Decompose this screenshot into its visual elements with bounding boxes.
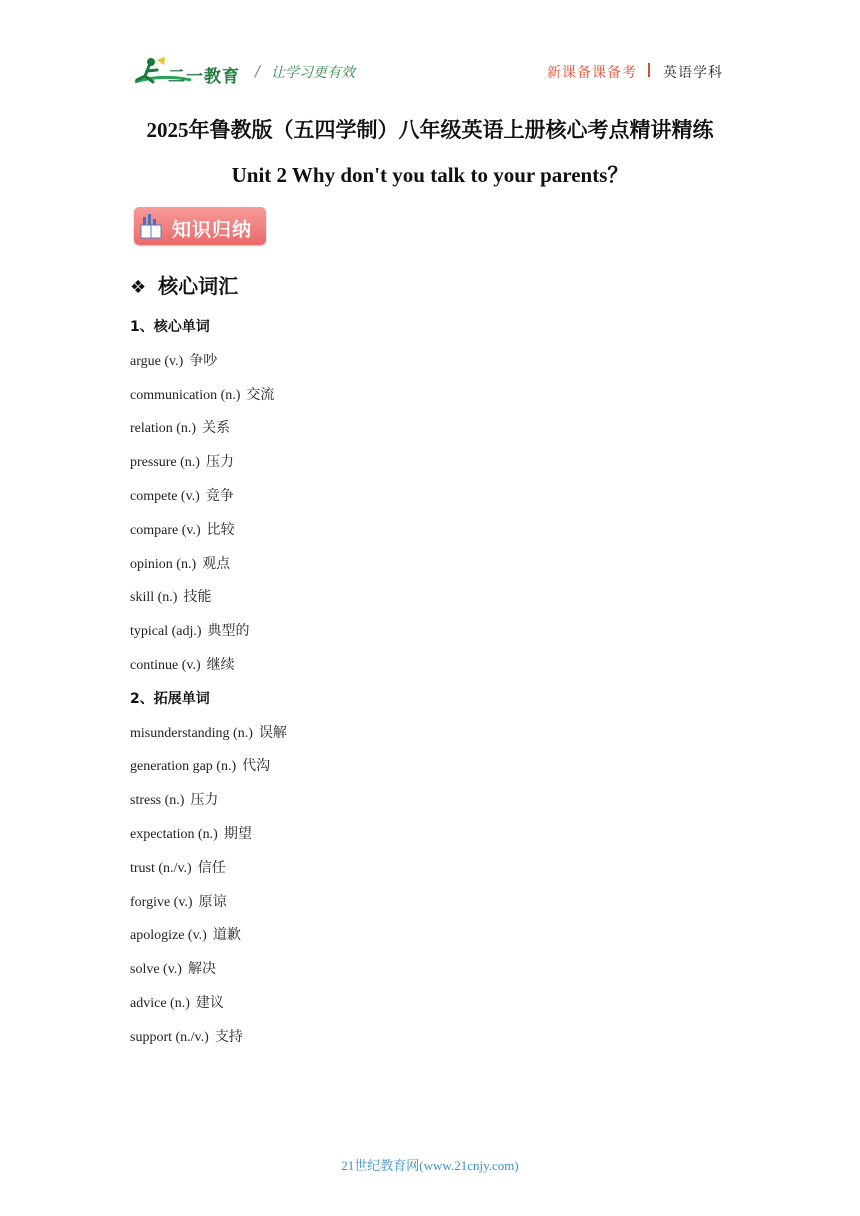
section-heading (130, 270, 238, 299)
subsection-label: 2、拓展单词 (130, 690, 210, 707)
vocab-word: stress (n.) (130, 793, 185, 809)
vocab-word: misunderstanding (n.) (130, 725, 253, 741)
header-subject-label: 英语学科 (663, 65, 723, 81)
subsection-label: 1、核心单词 (130, 319, 210, 335)
vocab-meaning: 技能 (183, 589, 212, 606)
vocab-word: opinion (n.) (130, 556, 197, 572)
vocab-word: trust (n./v.) (130, 860, 192, 876)
vocab-entry (130, 755, 270, 775)
unit-title: Unit 2 Why don't you talk to your parents？ (231, 163, 629, 187)
vocab-meaning: 误解 (258, 724, 287, 741)
vocab-meaning: 原谅 (198, 893, 227, 910)
slogan: 让学习更有效 (271, 65, 355, 81)
vocab-entry (130, 485, 234, 505)
vocab-meaning: 道歉 (212, 927, 241, 944)
logo-text: 二一教育 (168, 67, 240, 87)
slogan-separator: / (255, 62, 261, 80)
vocab-meaning: 建议 (195, 995, 224, 1011)
vocab-meaning: 争吵 (189, 352, 218, 369)
vocab-entry (130, 586, 211, 606)
vocab-meaning: 解决 (187, 961, 216, 978)
vocab-meaning: 继续 (206, 657, 235, 673)
vocab-entry (130, 958, 216, 978)
vocab-word: skill (n.) (130, 590, 178, 606)
vocab-entry (130, 620, 250, 640)
page-header (0, 0, 860, 100)
vocab-meaning: 压力 (205, 454, 234, 471)
vocab-word: apologize (v.) (130, 928, 207, 944)
vocab-word: solve (v.) (130, 962, 182, 978)
vocab-entry (130, 451, 234, 471)
vocab-entry (130, 857, 226, 877)
header-course-label: 新课备课备考 (547, 65, 637, 81)
vocab-meaning: 交流 (246, 386, 275, 403)
vocab-entry (130, 654, 235, 674)
vocab-entry (130, 350, 217, 370)
vocab-entry (130, 519, 235, 539)
section-heading-text: 核心词汇 (158, 274, 239, 298)
vocab-word: compete (v.) (130, 489, 200, 504)
vocab-meaning: 关系 (202, 420, 231, 437)
vocab-entry (130, 384, 274, 404)
vocab-word: relation (n.) (130, 421, 197, 437)
book-chart-icon (140, 213, 162, 239)
vocab-word: forgive (v.) (130, 894, 193, 910)
vocab-meaning: 代沟 (242, 758, 271, 775)
knowledge-badge (134, 207, 266, 245)
badge-label: 知识归纳 (172, 219, 253, 241)
header-divider (648, 63, 650, 77)
vocab-entry (130, 891, 227, 911)
vocab-entry (130, 924, 241, 944)
vocab-word: generation gap (n.) (130, 759, 237, 775)
vocab-meaning: 压力 (190, 792, 219, 809)
document-title: 2025年鲁教版（五四学制）八年级英语上册核心考点精讲精练 (146, 118, 714, 142)
vocab-entry (130, 417, 230, 437)
vocab-word: communication (n.) (130, 387, 241, 403)
vocab-meaning: 信任 (197, 859, 226, 876)
diamond-bullet-icon: ❖ (130, 277, 147, 298)
vocab-meaning: 支持 (214, 1028, 243, 1045)
vocab-entry (130, 722, 287, 742)
vocab-entry (130, 992, 224, 1012)
vocab-word: pressure (n.) (130, 455, 200, 471)
vocab-meaning: 期望 (223, 826, 252, 842)
vocab-word: advice (n.) (130, 996, 190, 1011)
vocab-word: support (n./v.) (130, 1029, 209, 1045)
vocab-entry (130, 789, 218, 809)
vocab-entry (130, 1026, 243, 1046)
vocab-word: continue (v.) (130, 658, 201, 673)
vocab-word: typical (adj.) (130, 624, 202, 640)
vocab-meaning: 观点 (202, 555, 231, 572)
footer-source: 21世纪教育网(www.21cnjy.com) (341, 1158, 519, 1173)
vocab-meaning: 比较 (206, 521, 235, 538)
vocab-word: expectation (n.) (130, 827, 218, 842)
vocab-meaning: 竞争 (205, 488, 234, 504)
vocab-word: compare (v.) (130, 522, 201, 538)
vocab-word: argue (v.) (130, 353, 184, 369)
vocab-meaning: 典型的 (207, 623, 250, 640)
vocab-entry (130, 823, 252, 843)
vocab-entry (130, 553, 230, 573)
